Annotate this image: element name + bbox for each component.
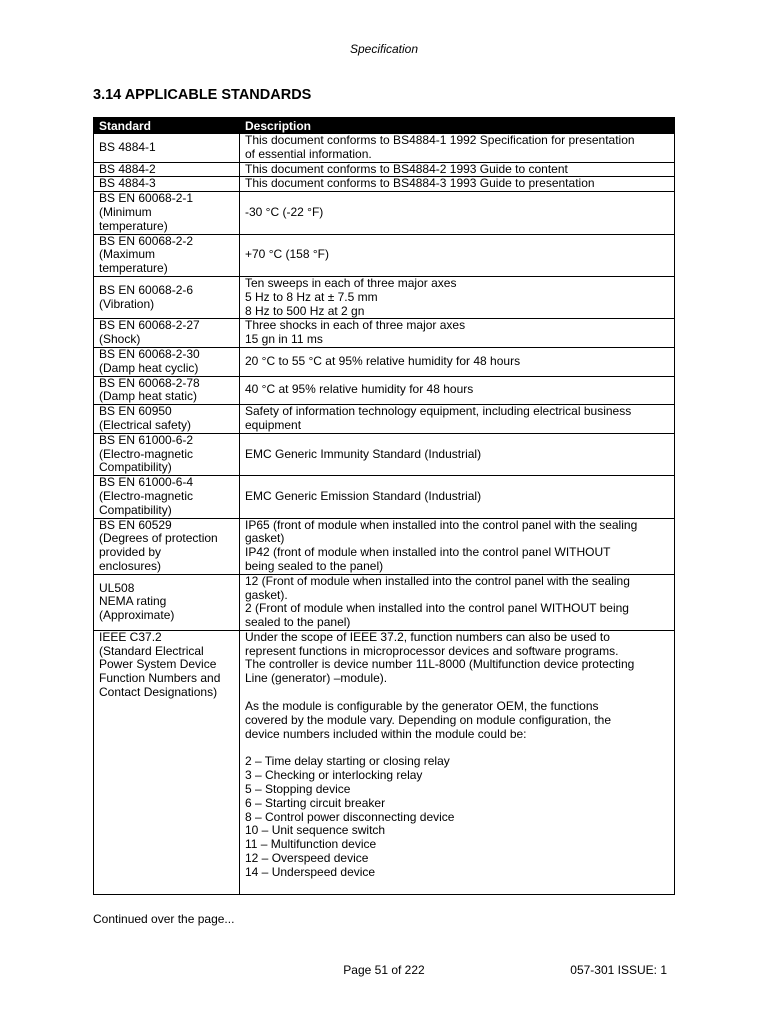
table-row [94, 376, 675, 405]
standard-line: (Electro-magnetic [99, 446, 194, 461]
description-line: 14 – Underspeed device [245, 864, 376, 879]
standard-cell [94, 433, 240, 475]
standard-cell [94, 134, 240, 163]
description-line: EMC Generic Emission Standard (Industrial) [245, 488, 482, 503]
standard-line: temperature) [99, 261, 168, 276]
column-header-standard: Standard [94, 118, 240, 134]
description-line: Safety of information technology equipment, including electrical business [245, 404, 632, 419]
table-row [94, 177, 675, 192]
standard-line: (Vibration) [99, 296, 155, 311]
description-line: IP42 (front of module when installed into the control panel WITHOUT [245, 545, 611, 560]
standard-line: BS EN 60068-2-6 [99, 282, 194, 297]
standard-line: IEEE C37.2 [99, 629, 162, 644]
description-cell [240, 319, 675, 348]
standard-line: Contact Designations) [99, 685, 218, 700]
description-cell [240, 177, 675, 192]
description-line: EMC Generic Immunity Standard (Industrial) [245, 446, 482, 461]
standard-line: BS EN 60068-2-1 [99, 191, 194, 206]
description-cell [240, 192, 675, 234]
standard-line: (Damp heat static) [99, 389, 198, 404]
description-cell [240, 234, 675, 276]
page-number: Page 51 of 222 [343, 963, 425, 977]
description-line: equipment [245, 417, 302, 432]
table-row [94, 234, 675, 276]
standard-cell [94, 192, 240, 234]
standard-line: provided by [99, 545, 162, 560]
standard-cell [94, 405, 240, 434]
description-line: 15 gn in 11 ms [245, 332, 323, 347]
table-row [94, 134, 675, 163]
description-line: gasket) [245, 531, 285, 546]
standard-line: BS 4884-1 [99, 139, 156, 154]
description-cell [240, 347, 675, 376]
standard-cell [94, 476, 240, 518]
description-line: 5 Hz to 8 Hz at ± 7.5 mm [245, 289, 378, 304]
description-cell [240, 134, 675, 163]
description-line: of essential information. [245, 146, 372, 161]
continued-note: Continued over the page... [93, 912, 235, 926]
description-line: 40 °C at 95% relative humidity for 48 hours [245, 382, 474, 397]
standard-line: (Electrical safety) [99, 417, 192, 432]
standard-line: Function Numbers and [99, 671, 221, 686]
standard-line: BS EN 60068-2-30 [99, 346, 200, 361]
description-cell [240, 433, 675, 475]
standard-line: BS EN 60529 [99, 517, 172, 532]
description-cell [240, 476, 675, 518]
table-row [94, 405, 675, 434]
description-line: This document conforms to BS4884-1 1992 Specification for presentation [245, 133, 635, 147]
description-line: 3 – Checking or interlocking relay [245, 768, 423, 783]
standard-cell [94, 347, 240, 376]
table-row [94, 162, 675, 177]
description-line: The controller is device number 11L-8000 (Multifunction device protecting [245, 657, 635, 672]
standard-line: temperature) [99, 218, 168, 233]
description-line: 8 Hz to 500 Hz at 2 gn [245, 303, 365, 318]
table-row [94, 347, 675, 376]
table-row [94, 518, 675, 574]
description-cell [240, 518, 675, 574]
description-cell [240, 276, 675, 318]
standard-line: BS EN 60068-2-27 [99, 318, 200, 333]
description-cell [240, 376, 675, 405]
description-line: This document conforms to BS4884-3 1993 Guide to presentation [245, 176, 595, 191]
description-line: 12 – Overspeed device [245, 851, 369, 866]
standard-line: BS EN 61000-6-4 [99, 475, 194, 490]
description-cell [240, 574, 675, 630]
description-line: Three shocks in each of three major axes [245, 318, 466, 333]
table-row [94, 574, 675, 630]
document-issue: 057-301 ISSUE: 1 [570, 963, 667, 977]
standard-line: NEMA rating [99, 594, 167, 609]
standard-line: BS 4884-3 [99, 176, 156, 191]
standard-cell [94, 234, 240, 276]
paragraph-gap [245, 741, 669, 755]
description-line: IP65 (front of module when installed into the control panel with the sealing [245, 517, 638, 532]
standard-line: BS EN 60068-2-78 [99, 375, 200, 390]
description-line: 2 – Time delay starting or closing relay [245, 754, 450, 769]
table-row [94, 319, 675, 348]
table-row [94, 630, 675, 894]
description-line: being sealed to the panel) [245, 558, 384, 573]
description-line: Ten sweeps in each of three major axes [245, 275, 457, 290]
column-header-description: Description [240, 118, 675, 134]
standard-cell [94, 376, 240, 405]
description-cell [240, 630, 675, 894]
description-cell [240, 162, 675, 177]
standard-line: (Damp heat cyclic) [99, 360, 199, 375]
standard-line: (Minimum [99, 204, 152, 219]
description-line: gasket). [245, 587, 288, 602]
description-line: device numbers included within the module could be: [245, 726, 527, 741]
standard-line: BS EN 60068-2-2 [99, 233, 194, 248]
description-line: 8 – Control power disconnecting device [245, 809, 455, 824]
table-row [94, 192, 675, 234]
description-line: 5 – Stopping device [245, 782, 351, 797]
description-line: Line (generator) –module). [245, 671, 388, 686]
standard-line: Compatibility) [99, 502, 172, 517]
section-title: 3.14 APPLICABLE STANDARDS [93, 87, 312, 103]
table-body [94, 134, 675, 895]
description-line: represent functions in microprocessor devices and software programs. [245, 643, 619, 658]
description-line: 20 °C to 55 °C at 95% relative humidity for 48 hours [245, 353, 521, 368]
description-line: 10 – Unit sequence switch [245, 823, 386, 838]
paragraph-gap [245, 686, 669, 700]
table-row [94, 476, 675, 518]
description-line: 2 (Front of module when installed into the control panel WITHOUT being [245, 601, 629, 616]
standard-line: BS EN 60950 [99, 404, 172, 419]
standard-line: Power System Device [99, 657, 217, 672]
standard-cell [94, 162, 240, 177]
standard-cell [94, 276, 240, 318]
standard-line: BS EN 61000-6-2 [99, 432, 194, 447]
standard-line: BS 4884-2 [99, 161, 156, 176]
standard-line: (Degrees of protection [99, 531, 218, 546]
description-line: covered by the module vary. Depending on module configuration, the [245, 712, 612, 727]
table-row [94, 433, 675, 475]
standard-line: Compatibility) [99, 460, 172, 475]
standard-line: (Maximum [99, 247, 155, 262]
page-header: Specification [349, 42, 419, 56]
standard-line: (Shock) [99, 332, 141, 347]
standard-line: (Approximate) [99, 608, 175, 623]
table-row [94, 276, 675, 318]
description-line: 11 – Multifunction device [245, 837, 377, 852]
standard-cell [94, 518, 240, 574]
description-line: 12 (Front of module when installed into the control panel with the sealing [245, 573, 630, 588]
description-line: sealed to the panel) [245, 615, 351, 630]
cell-bottom-padding [245, 880, 669, 894]
standard-cell [94, 574, 240, 630]
table-header-row [94, 118, 675, 134]
description-line: +70 °C (158 °F) [245, 247, 329, 262]
standard-line: UL508 [99, 580, 135, 595]
description-line: -30 °C (-22 °F) [245, 204, 324, 219]
description-line: 6 – Starting circuit breaker [245, 795, 386, 810]
standard-line: (Electro-magnetic [99, 488, 194, 503]
standards-table [93, 117, 675, 895]
description-cell [240, 405, 675, 434]
standard-cell [94, 177, 240, 192]
description-line: Under the scope of IEEE 37.2, function numbers can also be used to [245, 629, 610, 644]
standard-line: (Standard Electrical [99, 643, 204, 658]
standard-cell [94, 319, 240, 348]
standard-line: enclosures) [99, 558, 162, 573]
description-line: This document conforms to BS4884-2 1993 Guide to content [245, 161, 568, 176]
description-line: As the module is configurable by the generator OEM, the functions [245, 699, 599, 714]
standard-cell [94, 630, 240, 894]
